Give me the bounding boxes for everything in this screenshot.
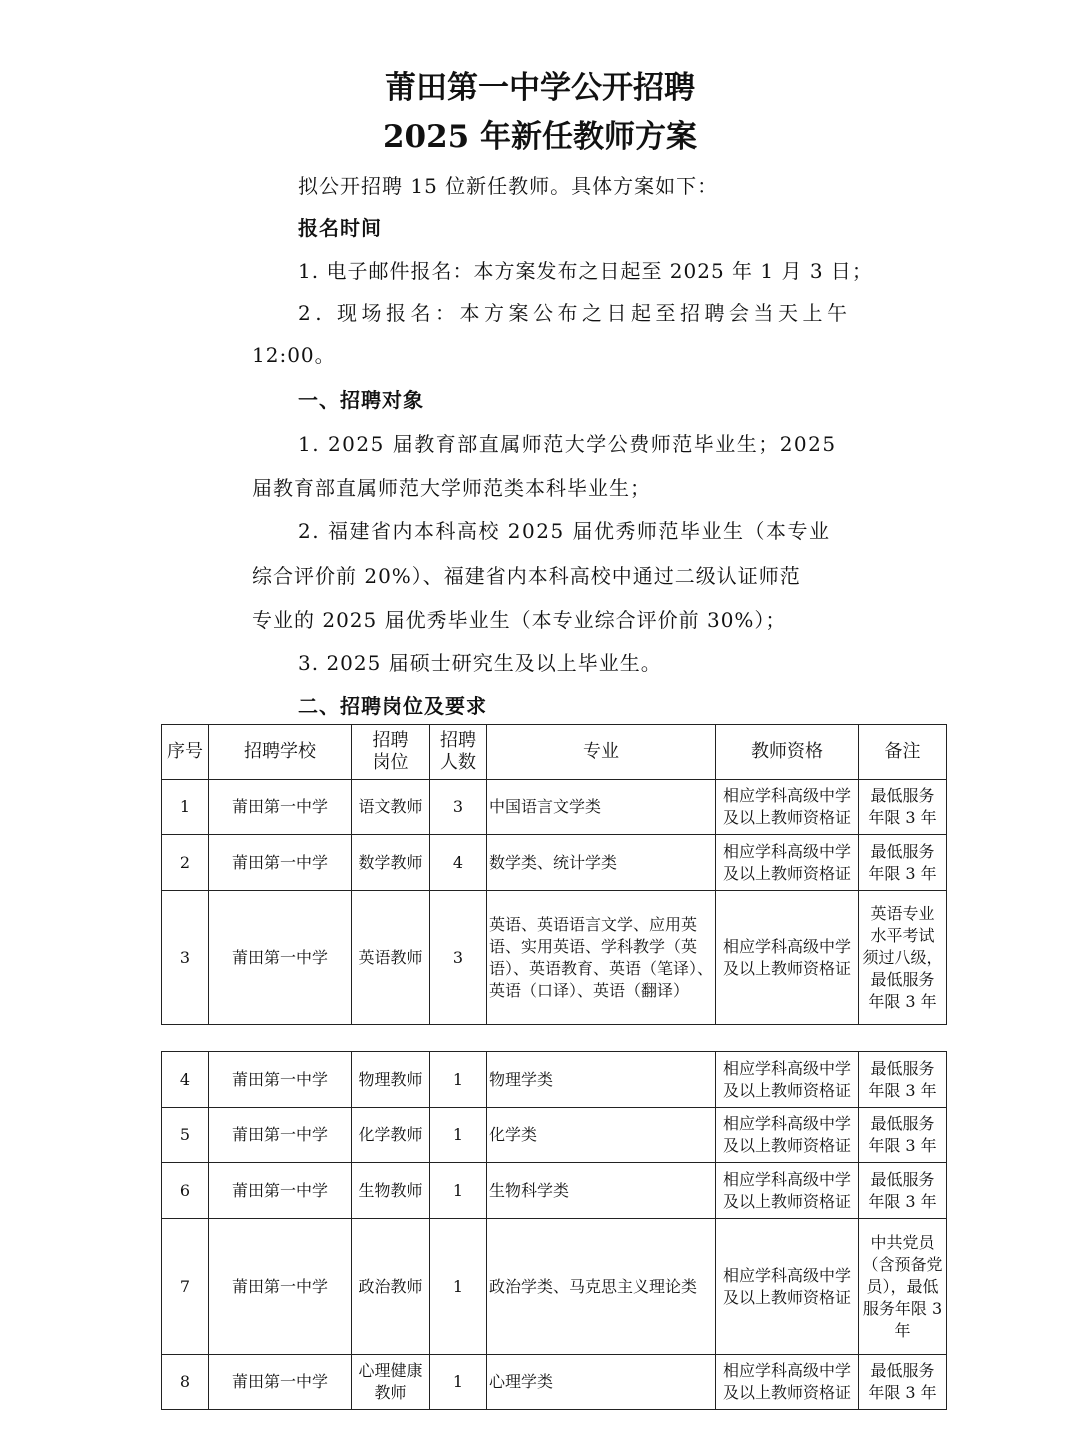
cell-school-text: 莆田第一中学 xyxy=(231,852,328,872)
cell-no xyxy=(162,1163,209,1219)
cell-school xyxy=(209,1355,352,1410)
header-count-l1: 招聘 xyxy=(440,730,476,751)
cell-major-text: 英语（口译）、英语（翻译） xyxy=(489,980,690,1000)
cell-count-text: 1 xyxy=(452,1372,464,1391)
cell-note-text: 英语专业 xyxy=(870,903,935,923)
cell-count-text: 3 xyxy=(452,797,464,816)
cell-qual-text: 相应学科高级中学 xyxy=(722,936,851,956)
cell-qual-text: 相应学科高级中学 xyxy=(722,1058,851,1078)
cell-count xyxy=(430,1052,487,1108)
cell-no xyxy=(162,1052,209,1108)
cell-note-text: 年限 3 年 xyxy=(868,1191,937,1211)
cell-post xyxy=(352,780,430,835)
section1-item1-line2: 届教育部直属师范大学师范类本科毕业生； xyxy=(252,476,651,500)
cell-no-text: 4 xyxy=(179,1069,191,1089)
cell-post xyxy=(352,1219,430,1355)
header-school: 招聘学校 xyxy=(209,725,352,780)
cell-major-text: 生物科学类 xyxy=(489,1180,570,1200)
cell-note xyxy=(859,891,947,1025)
table-row xyxy=(162,1163,947,1219)
cell-major xyxy=(487,1108,716,1163)
cell-no xyxy=(162,1355,209,1410)
document-title-line2: 2025 年新任教师方案 xyxy=(382,119,698,155)
cell-school xyxy=(209,891,352,1025)
header-note: 备注 xyxy=(859,725,947,780)
cell-qual-text: 相应学科高级中学 xyxy=(722,1361,851,1380)
cell-note-text: 服务年限 3 xyxy=(862,1298,943,1318)
cell-no-text: 6 xyxy=(179,1180,191,1200)
cell-count-text: 1 xyxy=(452,1125,464,1144)
cell-school xyxy=(209,835,352,891)
cell-qual xyxy=(716,1052,859,1108)
cell-note xyxy=(859,1355,947,1410)
cell-no-text: 1 xyxy=(179,797,191,816)
cell-qual xyxy=(716,1163,859,1219)
header-post-l1: 招聘 xyxy=(372,730,409,751)
cell-note-text: 最低服务 xyxy=(870,1361,935,1380)
cell-post-text: 教师 xyxy=(374,1383,407,1402)
cell-qual-text: 及以上教师资格证 xyxy=(722,808,851,827)
cell-note-text: 年 xyxy=(894,1320,911,1340)
cell-count-text: 1 xyxy=(452,1180,464,1200)
header-count xyxy=(430,725,487,780)
cell-post-text: 心理健康 xyxy=(358,1361,423,1380)
cell-qual-text: 及以上教师资格证 xyxy=(722,958,851,978)
cell-qual-text: 相应学科高级中学 xyxy=(722,1114,851,1133)
cell-school xyxy=(209,1108,352,1163)
cell-qual-text: 相应学科高级中学 xyxy=(722,786,851,805)
cell-note-text: 员），最低 xyxy=(866,1276,939,1296)
cell-qual xyxy=(716,891,859,1025)
cell-major-text: 心理学类 xyxy=(489,1372,554,1391)
cell-school-text: 莆田第一中学 xyxy=(231,947,328,967)
table-row xyxy=(162,1108,947,1163)
cell-school xyxy=(209,780,352,835)
cell-school-text: 莆田第一中学 xyxy=(231,1372,328,1391)
cell-count xyxy=(430,1219,487,1355)
table-row xyxy=(162,1355,947,1410)
cell-school-text: 莆田第一中学 xyxy=(231,797,328,816)
registration-heading: 报名时间 xyxy=(298,216,382,240)
section1-item1-line1: 1. 2025 届教育部直属师范大学公费师范毕业生；2025 xyxy=(298,432,837,456)
cell-qual-text: 及以上教师资格证 xyxy=(722,1383,851,1402)
header-post-l2: 岗位 xyxy=(372,752,409,773)
cell-school-text: 莆田第一中学 xyxy=(231,1180,328,1200)
cell-count-text: 4 xyxy=(452,852,464,872)
cell-major-text: 物理学类 xyxy=(489,1069,554,1089)
cell-major xyxy=(487,1219,716,1355)
cell-major-text: 语、实用英语、学科教学（英 xyxy=(489,936,698,956)
cell-count xyxy=(430,1108,487,1163)
cell-note xyxy=(859,1108,947,1163)
intro-paragraph: 拟公开招聘 15 位新任教师。具体方案如下： xyxy=(298,174,719,198)
cell-qual-text: 相应学科高级中学 xyxy=(722,1169,851,1189)
cell-no xyxy=(162,1108,209,1163)
cell-count xyxy=(430,835,487,891)
header-qual: 教师资格 xyxy=(716,725,859,780)
cell-qual-text: 及以上教师资格证 xyxy=(722,1287,851,1307)
cell-note xyxy=(859,835,947,891)
table-row xyxy=(162,835,947,891)
cell-major-text: 化学类 xyxy=(489,1125,538,1144)
cell-major xyxy=(487,780,716,835)
cell-qual xyxy=(716,1355,859,1410)
cell-qual xyxy=(716,780,859,835)
cell-note-text: 中共党员 xyxy=(870,1232,935,1252)
cell-major xyxy=(487,835,716,891)
table-row xyxy=(162,1219,947,1355)
table-row xyxy=(162,780,947,835)
cell-note xyxy=(859,1219,947,1355)
cell-post xyxy=(352,1108,430,1163)
recruitment-table-part1 xyxy=(161,724,947,1025)
cell-no xyxy=(162,780,209,835)
registration-item-2-line1: 2. 现场报名：本方案公布之日起至招聘会当天上午 xyxy=(298,301,852,325)
cell-post-text: 英语教师 xyxy=(358,947,423,967)
cell-no-text: 2 xyxy=(179,852,191,872)
header-major: 专业 xyxy=(487,725,716,780)
cell-school-text: 莆田第一中学 xyxy=(231,1276,328,1296)
cell-count xyxy=(430,1355,487,1410)
cell-count xyxy=(430,780,487,835)
section2-heading: 二、招聘岗位及要求 xyxy=(298,694,487,718)
registration-item-2-line2: 12:00。 xyxy=(252,343,336,367)
section1-heading: 一、招聘对象 xyxy=(298,388,424,412)
cell-note-text: 年限 3 年 xyxy=(868,1080,937,1100)
cell-no-text: 8 xyxy=(179,1372,191,1391)
cell-no xyxy=(162,835,209,891)
cell-note-text: 年限 3 年 xyxy=(868,1136,937,1155)
cell-post-text: 数学教师 xyxy=(358,852,423,872)
cell-school xyxy=(209,1219,352,1355)
cell-count-text: 1 xyxy=(452,1069,464,1089)
registration-item-1: 1. 电子邮件报名：本方案发布之日起至 2025 年 1 月 3 日； xyxy=(298,259,873,283)
cell-major-text: 政治学类、马克思主义理论类 xyxy=(489,1276,698,1296)
cell-no-text: 3 xyxy=(179,947,191,967)
cell-post-text: 政治教师 xyxy=(358,1276,423,1296)
cell-post-text: 语文教师 xyxy=(358,797,423,816)
cell-school-text: 莆田第一中学 xyxy=(231,1125,328,1144)
table-row xyxy=(162,891,947,1025)
cell-major xyxy=(487,1163,716,1219)
cell-major-text: 中国语言文学类 xyxy=(489,797,602,816)
recruitment-table-part2 xyxy=(161,1051,947,1410)
table-header-row xyxy=(162,725,947,780)
table-row xyxy=(162,1052,947,1108)
cell-note xyxy=(859,780,947,835)
cell-school xyxy=(209,1163,352,1219)
cell-note-text: （含预备党 xyxy=(862,1254,943,1274)
cell-post xyxy=(352,1355,430,1410)
header-no: 序号 xyxy=(162,725,209,780)
cell-note-text: 年限 3 年 xyxy=(868,863,937,883)
cell-note-text: 最低服务 xyxy=(870,841,935,861)
section1-item2-line2: 综合评价前 20%）、福建省内本科高校中通过二级认证师范 xyxy=(252,564,801,588)
cell-qual xyxy=(716,1219,859,1355)
cell-note-text: 须过八级， xyxy=(862,947,943,967)
cell-count xyxy=(430,1163,487,1219)
cell-note-text: 最低服务 xyxy=(870,786,935,805)
cell-count xyxy=(430,891,487,1025)
cell-post xyxy=(352,1163,430,1219)
cell-no-text: 5 xyxy=(179,1125,191,1144)
cell-school-text: 莆田第一中学 xyxy=(231,1069,328,1089)
cell-qual-text: 及以上教师资格证 xyxy=(722,1136,851,1155)
cell-note xyxy=(859,1163,947,1219)
cell-post-text: 化学教师 xyxy=(358,1125,423,1144)
section1-item2-line3: 专业的 2025 届优秀毕业生（本专业综合评价前 30%）； xyxy=(252,608,787,632)
cell-no xyxy=(162,891,209,1025)
cell-count-text: 1 xyxy=(452,1276,464,1296)
cell-qual xyxy=(716,835,859,891)
cell-major xyxy=(487,891,716,1025)
cell-note-text: 年限 3 年 xyxy=(868,991,937,1011)
cell-major-text: 语）、英语教育、英语（笔译）、 xyxy=(489,958,714,978)
cell-qual-text: 及以上教师资格证 xyxy=(722,863,851,883)
cell-school xyxy=(209,1052,352,1108)
document-title-line1: 莆田第一中学公开招聘 xyxy=(385,70,695,106)
cell-note-text: 年限 3 年 xyxy=(868,1383,937,1402)
cell-note-text: 水平考试 xyxy=(870,925,935,945)
cell-no xyxy=(162,1219,209,1355)
header-count-l2: 人数 xyxy=(440,752,476,773)
cell-qual-text: 相应学科高级中学 xyxy=(722,1265,851,1285)
cell-post xyxy=(352,891,430,1025)
cell-major-text: 数学类、统计学类 xyxy=(489,852,618,872)
cell-major-text: 英语、英语语言文学、应用英 xyxy=(489,914,698,934)
cell-post xyxy=(352,835,430,891)
cell-major xyxy=(487,1355,716,1410)
cell-post-text: 物理教师 xyxy=(358,1069,423,1089)
cell-note-text: 最低服务 xyxy=(870,1058,935,1078)
cell-qual-text: 相应学科高级中学 xyxy=(722,841,851,861)
cell-note-text: 最低服务 xyxy=(870,1114,935,1133)
cell-post xyxy=(352,1052,430,1108)
cell-count-text: 3 xyxy=(452,947,464,967)
cell-note xyxy=(859,1052,947,1108)
section1-item2-line1: 2. 福建省内本科高校 2025 届优秀师范毕业生（本专业 xyxy=(298,519,831,543)
cell-qual-text: 及以上教师资格证 xyxy=(722,1191,851,1211)
cell-note-text: 最低服务 xyxy=(870,969,935,989)
cell-major xyxy=(487,1052,716,1108)
cell-no-text: 7 xyxy=(179,1276,191,1296)
cell-note-text: 最低服务 xyxy=(870,1169,935,1189)
cell-qual-text: 及以上教师资格证 xyxy=(722,1080,851,1100)
cell-post-text: 生物教师 xyxy=(358,1180,423,1200)
section1-item3: 3. 2025 届硕士研究生及以上毕业生。 xyxy=(298,651,662,675)
header-post xyxy=(352,725,430,780)
cell-note-text: 年限 3 年 xyxy=(868,808,937,827)
cell-qual xyxy=(716,1108,859,1163)
